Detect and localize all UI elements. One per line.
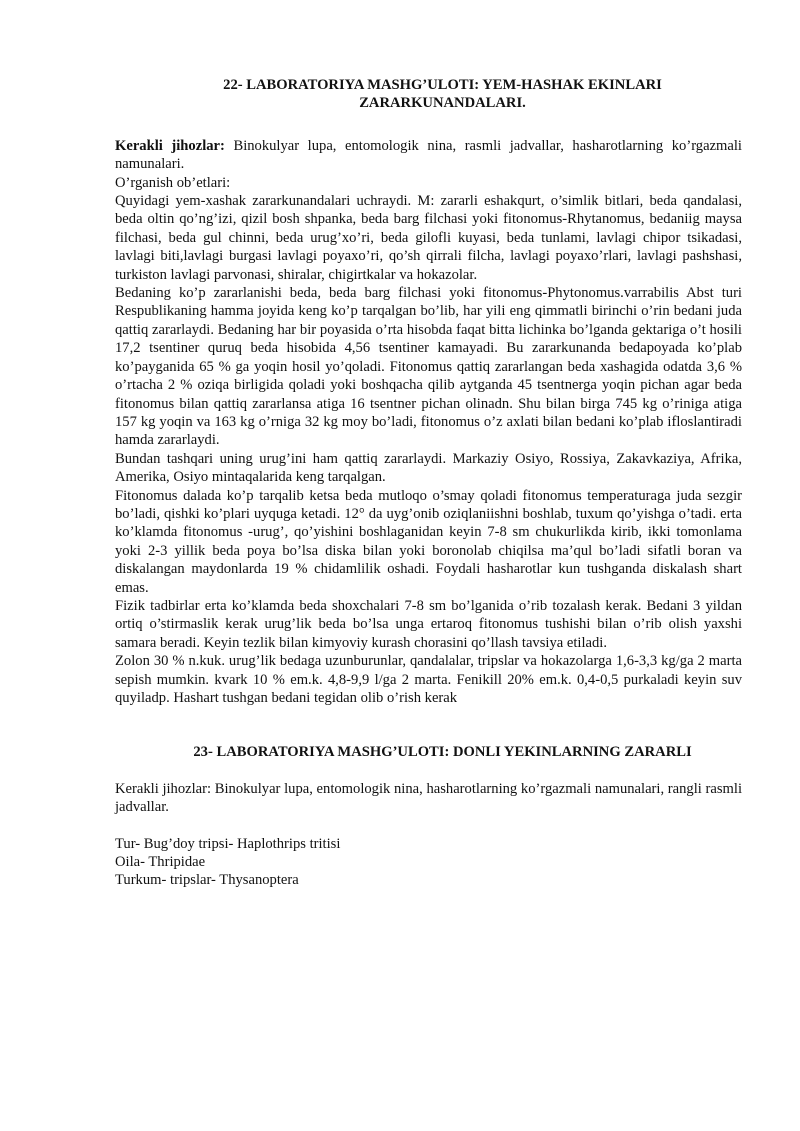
- paragraph-1: Quyidagi yem-xashak zararkunandalari uchraydi. M: zararli eshakqurt, o’simlik bitlari, beda qandalasi, beda oltin qo’ng’izi, qizil bosh shpanka, beda barg filchasi yoki fitonomus-Rhytanomus, bedaniig maysa filchasi, beda gul chinni, beda urug’xo’ri, beda gilofli kuyasi, beda tunlami, lavlagi chipor tsikadasi, lavlagi biti,lavlagi burgasi lavlagi poyaxo’ri, qo’sh qirrali filcha, lavlagi poyaxo’rlari, lavlagi pashshasi, turkiston lavlagi parvonasi, shiralar, chigirtkalar va hokazolar.: [115, 193, 742, 283]
- paragraph-2: Bedaning ko’p zararlanishi beda, beda barg filchasi yoki fitonomus-Phytonomus.varrabilis Abst turi Respublikaning hamma joyida keng ko’p tarqalgan bo’lib, har yili eng qimmatli birinchi o’rin bedani juda qattiq zararlaydi. Bedaning har bir poyasida o’rta hisobda faqat bitta lichinka bo’lganda gektariga o’t hosili 17,2 tsentiner quruq beda hisobida 4,56 tsentiner kamayadi. Bu zararkunanda bedapoyada ko’plab ko’payganida 65 % ga yoqin hosil yo’qoladi. Fitonomus qattiq zararlangan beda xashagida odatda 3,6 % o’rtacha 2 % oziqa birligida qoladi yoki boshqacha qilib aytganda 45 tsentnerga yoqin pichan agar beda fitonomus bilan qattiq zararlansa atiga 16 tsentner pichan olinadn. Shu bilan birga 745 kg o’riniga atiga 157 kg yoqin va 163 kg o’rniga 32 kg moy bo’ladi, fitonomus o’z axlati bilan bedani ko’plab ifloslantiradi hamda zararlaydi.: [115, 285, 742, 449]
- equipment-label: Kerakli jihozlar:: [115, 137, 225, 154]
- paragraph-3: Bundan tashqari uning urug’ini ham qattiq zararlaydi. Markaziy Osiyo, Rossiya, Zakavkaziya, Afrika, Amerika, Osiyo mintaqalarida keng tarqalgan.: [115, 450, 742, 486]
- lab23-species: Tur- Bug’doy tripsi- Haplothrips tritisi: [115, 835, 341, 852]
- lab22-title-line2: ZARARKUNANDALARI.: [359, 95, 526, 112]
- lab23-family: Oila- Thripidae: [115, 854, 206, 871]
- document-page: [115, 76, 742, 890]
- paragraph-6: Zolon 30 % n.kuk. urug’lik bedaga uzunburunlar, qandalalar, tripslar va hokazolarga 1,6-3,3 kg/ga 2 marta sepish mumkin. kvark 10 % em.k. 4,8-9,9 l/ga 2 marta. Fenikill 20% em.k. 0,4-0,5 purkaladi keyin suv quyiladp. Hashart tushgan bedani tegidan olib o’rish kerak: [115, 653, 742, 706]
- lab23-order: Turkum- tripslar- Thysanoptera: [115, 872, 299, 889]
- spacer: [115, 817, 742, 835]
- paragraph-4: Fitonomus dalada ko’p tarqalib ketsa beda mutloqo o’smay qoladi fitonomus temperaturaga juda sezgir bo’ladi, qishki ko’plari uyquga ketadi. 12° da uyg’onib oziqlaniishni boshlab, tuxum qo’yishga o’tadi. erta ko’klamda fitonomus -urug’, qo’yishini boshlaganidan keyin 7-8 sm chukurlikda kirib, ikki tomonlama yoki 2-3 yillik beda poya bo’lsa diska bilan yoki boronolab chiqilsa ma’qul bo’ladi sifatli boran va diskalangan maydonlarda 19 % chidamlilik oshadi. Foydali hasharotlar kun tushganda diskalash shart emas.: [115, 487, 742, 596]
- lab22-equipment: [115, 137, 742, 174]
- lab23-title: 23- LABORATORIYA MASHG’ULOTI: DONLI YEKINLARNING ZARARLI: [193, 744, 692, 761]
- equipment-text: Binokulyar lupa, entomologik nina, rasmli jadvallar, hasharotlarning ko’rgazmali namunalari.: [115, 137, 742, 173]
- objects-label: O’rganish ob’etlari:: [115, 174, 231, 191]
- lab22-title: [115, 76, 742, 113]
- lab22-title-line1: 22- LABORATORIYA MASHG’ULOTI: YEM-HASHAK EKINLARI: [223, 77, 662, 93]
- lab23-equipment: Kerakli jihozlar: Binokulyar lupa, entomologik nina, hasharotlarning ko’rgazmali namunalari, rangli rasmli jadvallar.: [115, 780, 742, 816]
- paragraph-5: Fizik tadbirlar erta ko’klamda beda shoxchalari 7-8 sm bo’lganida o’rib tozalash kerak. Bedani 3 yildan ortiq o’stirmaslik kerak urug’lik beda bo’lsa unga ertaroq fitonomus tushishi bilan o’rib olish yaxshi samara beradi. Keyin tezlik bilan kimyoviy kurash chorasini qo’llash tavsiya etiladi.: [115, 597, 742, 651]
